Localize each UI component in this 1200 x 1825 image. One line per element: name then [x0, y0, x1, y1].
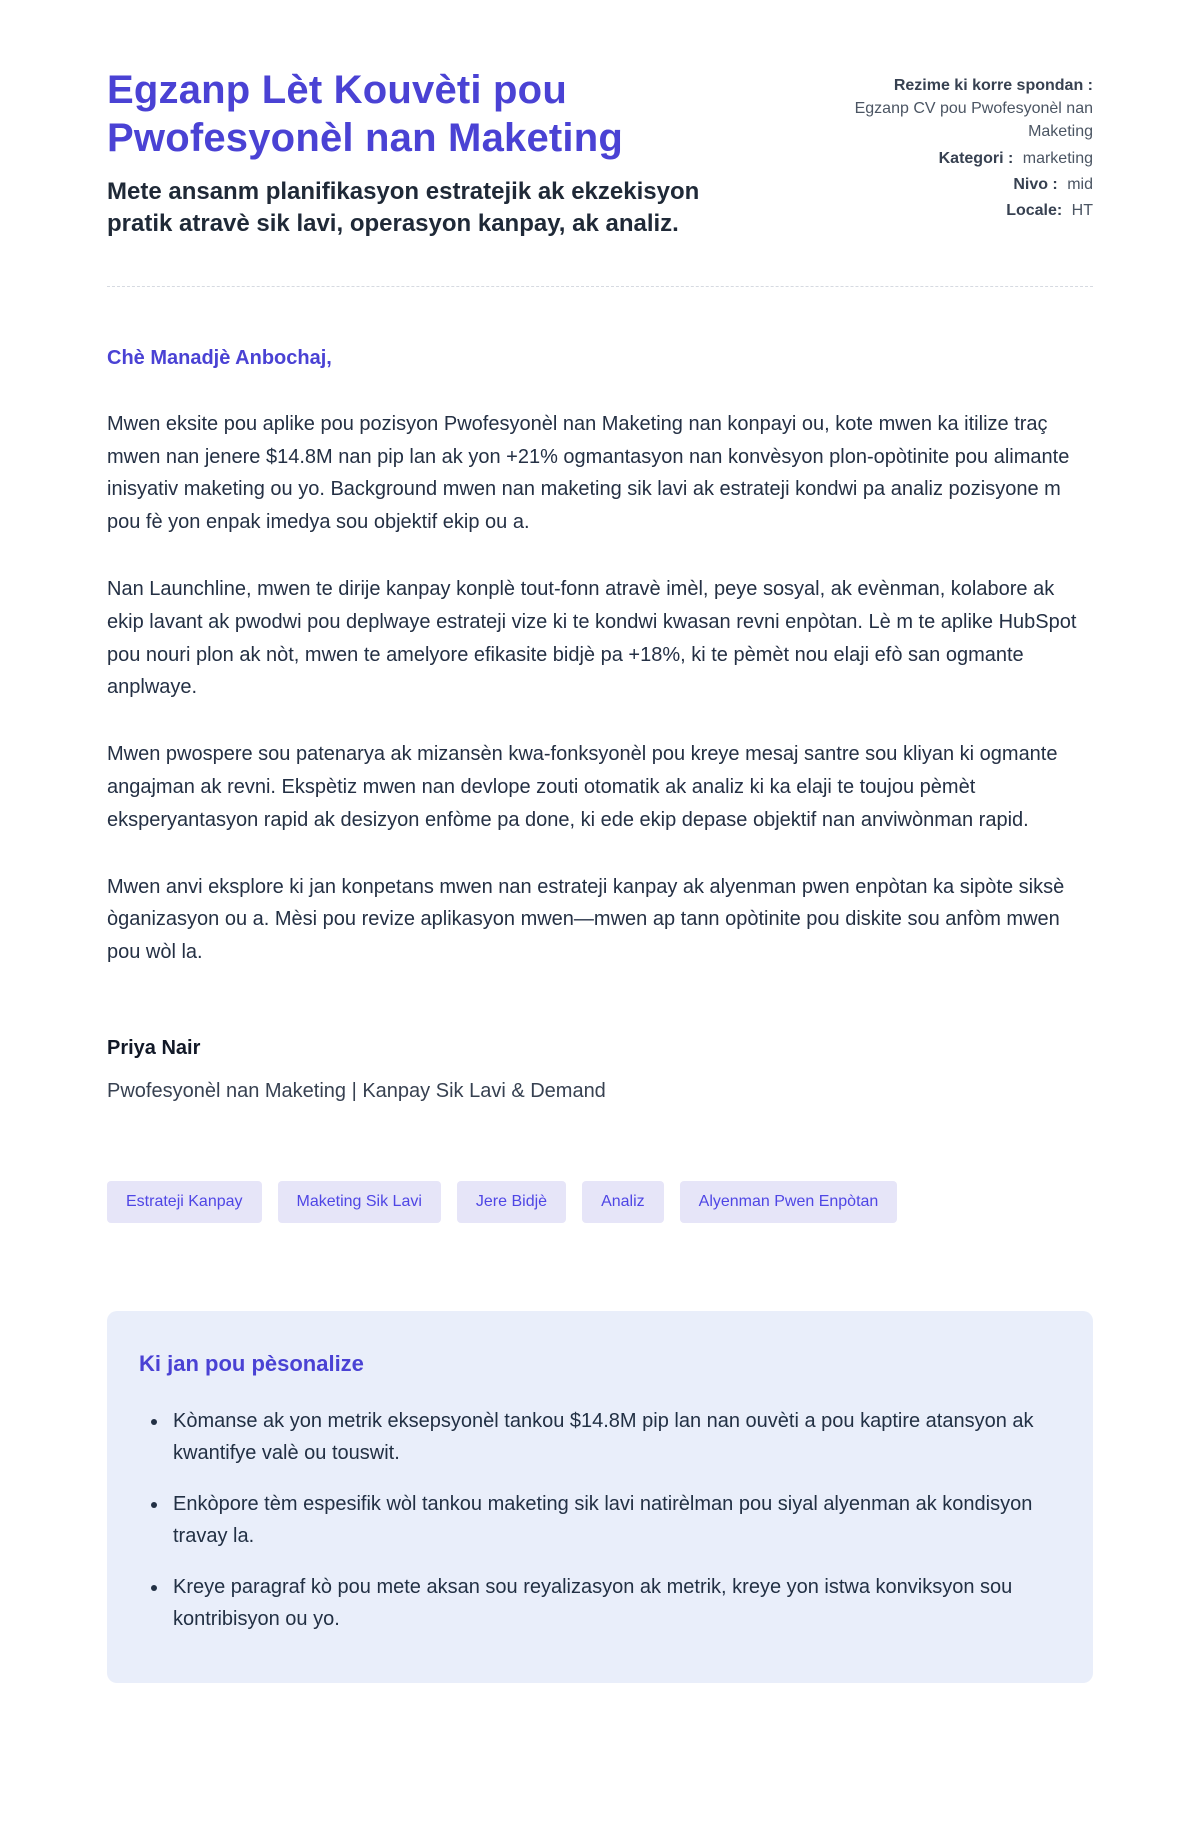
meta-value-level: mid [1067, 175, 1093, 193]
tag-pill-estrateji-kanpay[interactable]: Estrateji Kanpay [107, 1181, 262, 1223]
meta-label-resume: Rezime ki korre spondan : [893, 77, 1093, 94]
tips-heading: Ki jan pou pèsonalize [139, 1350, 364, 1376]
signature-role: Pwofesyonèl nan Maketing | Kanpay Sik Lavi & Demand [107, 1079, 606, 1102]
header-divider [107, 286, 1093, 287]
signature-block [107, 1037, 1093, 1103]
tip-item: • Kreye paragraf kò pou mete aksan sou reyalizasyon ak metrik, kreye yon istwa konviksyon sou kontribisyon ou yo. [169, 1571, 1047, 1636]
tag-pill-jere-bidje[interactable]: Jere Bidjè [457, 1181, 566, 1223]
page-title: Egzanp Lèt Kouvèti pou Pwofesyonèl nan Maketing [107, 68, 624, 160]
cover-letter-page [107, 0, 1093, 1719]
meta-panel [808, 66, 1093, 225]
letter-paragraph: Nan Launchline, mwen te dirije kanpay konplè tout-fonn atravè imèl, peye sosyal, ak evènman, kolabore ak ekip lavant ak pwodwi pou deplwaye estrateji vize ki te kondwi kwasan revni enpòtan. Lè m te aplike HubSpot pou nouri plon ak nòt, mwen te amelyore efikasite bidjè pa +18%, ki te pèmèt nou elaji efò san ogmante anplwaye. [107, 578, 1077, 699]
letter-paragraph: Mwen pwospere sou patenarya ak mizansèn kwa-fonksyonèl pou kreye mesaj santre sou kliyan ki ogmante angajman ak revni. Ekspètiz mwen nan devlope zouti otomatik ak analiz ki ka elaji te toujou pèmèt eksperyantasyon rapid ak desizyon enfòme pa done, ki ede ekip depase objektif nan anviwònman rapid. [107, 743, 1058, 831]
meta-value-category: marketing [1022, 149, 1093, 167]
meta-row-level [808, 173, 1093, 196]
tag-pill-analiz[interactable]: Analiz [582, 1181, 664, 1223]
letter-paragraph: Mwen eksite pou aplike pou pozisyon Pwofesyonèl nan Maketing nan konpayi ou, kote mwen ka itilize traç mwen nan jenere $14.8M nan pip lan ak yon +21% ogmantasyon nan konvèsyon plon-opòtinite pou alimante inisyativ maketing ou yo. Background mwen nan maketing sik lavi ak estrateji kondwi pa analiz pozisyone m pou fè yon enpak imedya sou objektif ekip ou a. [107, 412, 1070, 534]
tip-item: • Kòmanse ak yon metrik eksepsyonèl tankou $14.8M pip lan nan ouvèti a pou kaptire atansyon ak kwantifye valè ou touswit. [169, 1405, 1047, 1470]
meta-row-resume [808, 74, 1093, 144]
letter-paragraph: Mwen anvi eksplore ki jan konpetans mwen nan estrateji kanpay ak alyenman pwen enpòtan ka sipòte siksè òganizasyon ou a. Mèsi pou revize aplikasyon mwen—mwen ap tann opòtinite pou diskite sou anfòm mwen pou wòl la. [107, 875, 1065, 964]
tag-pill-alyenman-pwen-enpotan[interactable]: Alyenman Pwen Enpòtan [680, 1181, 898, 1223]
meta-value-resume: Egzanp CV pou Pwofesyonèl nan Maketing [854, 100, 1093, 141]
tip-item: • Enkòpore tèm espesifik wòl tankou maketing sik lavi natirèlman pou siyal alyenman ak kondisyon travay la. [169, 1488, 1047, 1553]
meta-label-level: Nivo : [1013, 175, 1058, 193]
meta-label-category: Kategori : [938, 149, 1014, 167]
page-subtitle: Mete ansanm planifikasyon estratejik ak ekzekisyon pratik atravè sik lavi, operasyon kanpay, ak analiz. [107, 178, 700, 237]
signature-name: Priya Nair [107, 1036, 201, 1059]
page-header [107, 66, 1093, 240]
tag-list [107, 1181, 1093, 1223]
letter-salutation: Chè Manadjè Anbochaj, [107, 346, 332, 369]
personalization-tips-box [107, 1311, 1093, 1683]
letter-body [107, 347, 1093, 1103]
tips-list [139, 1405, 1047, 1635]
tag-pill-maketing-sik-lavi[interactable]: Maketing Sik Lavi [278, 1181, 441, 1223]
header-title-block [107, 66, 767, 240]
meta-value-locale: HT [1071, 201, 1093, 219]
meta-row-locale [808, 199, 1093, 222]
meta-label-locale: Locale: [1006, 201, 1063, 219]
meta-row-category [808, 147, 1093, 170]
